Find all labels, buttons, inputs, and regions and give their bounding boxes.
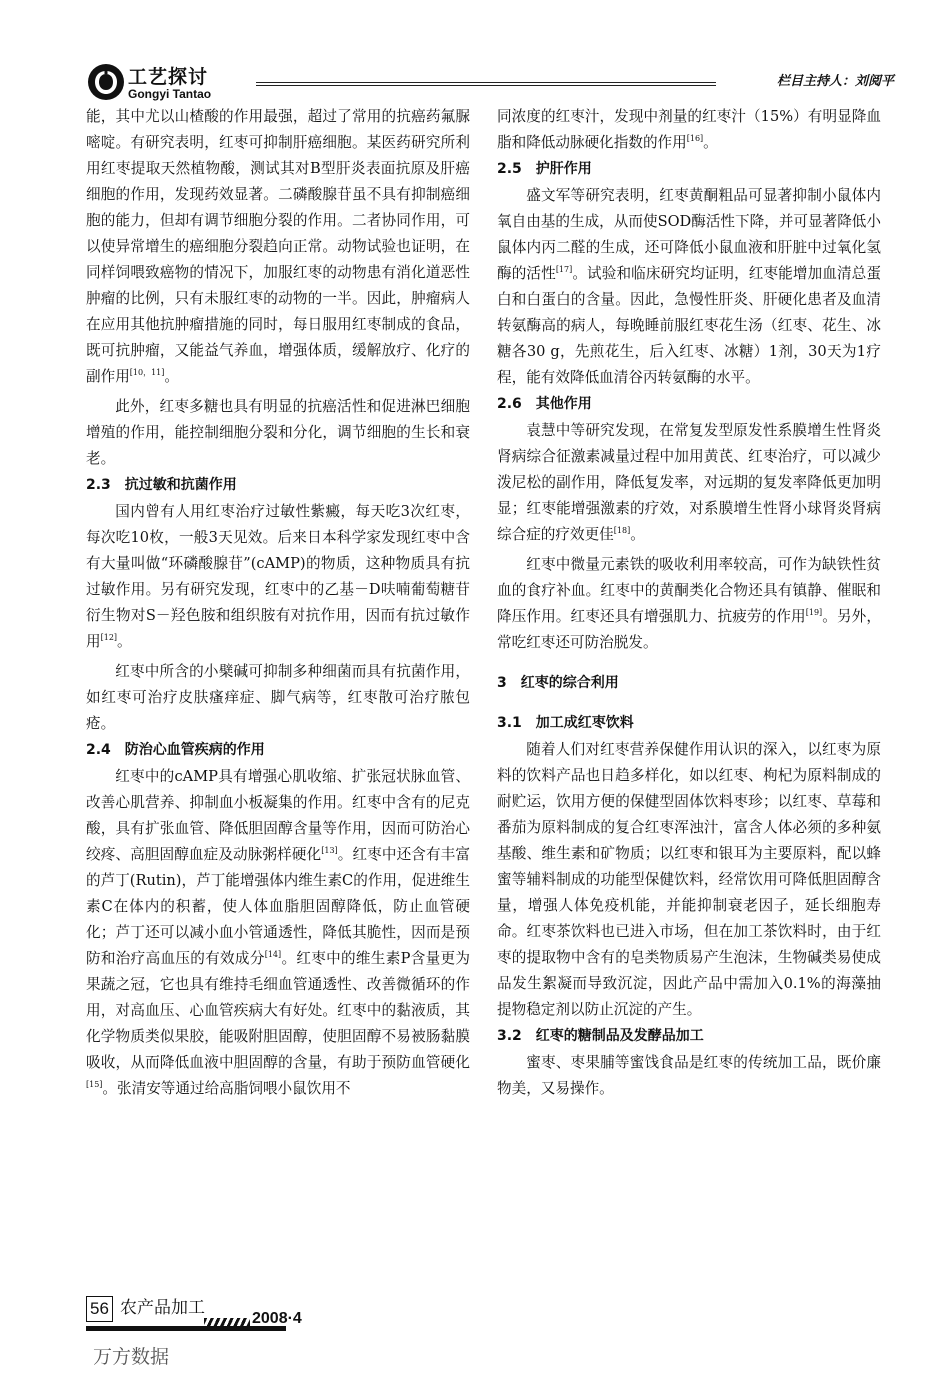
section-heading: 2.3 抗过敏和抗菌作用	[86, 477, 237, 493]
paragraph-text: 能，其中尤以山楂酸的作用最强，超过了常用的抗癌药氟脲嘧啶。有研究表明，红枣可抑制肝癌细胞。某医药研究所利用红枣提取天然植物酸，测试其对B型肝炎表面抗原及肝癌细胞的作用，发现药效显著。二磷酸腺苷虽不具有抑制癌细胞的能力，但却有调节细胞分裂的作用。二者协同作用，可以使异常增生的癌细胞分裂趋向正常。动物试验也证明，在同样饲喂致癌物的情况下，加服红枣的动物患有消化道恶性肿瘤的比例，只有未服红枣的动物的一半。因此，肿瘤病人在应用其他抗肿瘤措施的同时，每日服用红枣制成的食品，既可抗肿瘤，又能益气养血，增强体质，缓解放疗、化疗的副作用	[86, 108, 470, 385]
column-editor: 栏目主持人：刘阅平	[776, 74, 894, 89]
page-number: 56	[86, 1296, 113, 1322]
paragraph-text: 国内曾有人用红枣治疗过敏性紫癜，每天吃3次红枣，每次吃10枚，一般3天见效。后来日本科学家发现红枣中含有大量叫做“环磷酸腺苷”(cAMP)的物质，这种物质具有抗过敏作用。另有研究发现，红枣中的乙基－D呋喃葡萄糖苷衍生物对S－羟色胺和组织胺有对抗作用，因而有抗过敏作用	[86, 503, 470, 650]
left-column	[86, 104, 470, 1102]
paragraph	[497, 183, 881, 391]
page-header	[86, 60, 894, 106]
paragraph-text: 。红枣中的维生素P含量更为果蔬之冠，它也具有维持毛细血管通透性、改善微循环的作用，对高血压、心血管疾病大有好处。红枣中的黏液质，其化学物质类似果胶，能吸附胆固醇，使胆固醇不易被肠黏膜吸收，从而降低血液中胆固醇的含量，有助于预防血管硬化	[86, 950, 470, 1071]
section-heading: 3.2 红枣的糖制品及发酵品加工	[497, 1028, 704, 1044]
citation: [19]	[805, 608, 823, 618]
section-heading: 3.1 加工成红枣饮料	[497, 715, 634, 731]
citation: [12]	[100, 633, 118, 643]
paragraph-text: 。试验和临床研究均证明，红枣能增加血清总蛋白和白蛋白的含量。因此，急慢性肝炎、肝硬化患者及血清转氨酶高的病人，每晚睡前服红枣花生汤（红枣、花生、冰糖各30 g，先煎花生，后入红枣、冰糖）1剂，30天为1疗程，能有效降低血清谷丙转氨酶的水平。	[497, 265, 881, 386]
page-footer	[86, 1296, 486, 1336]
paragraph-text: 红枣中微量元素铁的吸收利用率较高，可作为缺铁性贫血的食疗补血。红枣中的黄酮类化合物还具有镇静、催眠和降压作用。红枣还具有增强肌力、抗疲劳的作用	[497, 556, 881, 625]
citation: [14]	[264, 950, 282, 960]
right-column	[497, 104, 881, 1102]
journal-logo-icon	[86, 62, 126, 102]
paragraph-text: 同浓度的红枣汁，发现中剂量的红枣汁（15%）有明显降血脂和降低动脉硬化指数的作用	[497, 108, 881, 151]
paragraph-text: 盛文军等研究表明，红枣黄酮粗品可显著抑制小鼠体内氧自由基的生成，从而使SOD酶活性下降，并可显著降低小鼠体内丙二醛的生成，还可降低小鼠血液和肝脏中过氧化氢酶的活性	[497, 187, 881, 282]
paragraph: 能，其中尤以山楂酸的作用最强，超过了常用的抗癌药氟脲嘧啶。有研究表明，红枣可抑制肝癌细胞。某医药研究所利用红枣提取天然植物酸，测试其对B型肝炎表面抗原及肝癌细胞的作用，发现药效显著。二磷酸腺苷虽不具有抑制癌细胞的能力，但却有调节细胞分裂的作用。二者协同作用，可以使异常增生的癌细胞分裂趋向正常。动物试验也证明，在同样饲喂致癌物的情况下，加服红枣的动物患有消化道恶性肿瘤的比例，只有未服红枣的动物的一半。因此，肿瘤病人在应用其他抗肿瘤措施的同时，每日服用红枣制成的食品，既可抗肿瘤，又能益气养血，增强体质，缓解放疗、化疗的副作用[10，11]。	[86, 108, 470, 385]
paragraph	[497, 552, 881, 656]
paragraph: 红枣中所含的小檗碱可抑制多种细菌而具有抗菌作用，如红枣可治疗皮肤瘙痒症、脚气病等，红枣散可治疗脓包疮。	[86, 663, 470, 732]
header-divider	[256, 85, 716, 86]
header-divider	[256, 82, 716, 83]
paragraph: 此外，红枣多糖也具有明显的抗癌活性和促进淋巴细胞增殖的作用，能控制细胞分裂和分化，调节细胞的生长和衰老。	[86, 398, 470, 467]
paragraph: 袁慧中等研究发现，在常复发型原发性系膜增生性肾炎肾病综合征激素减量过程中加用黄芪、红枣治疗，可以减少泼尼松的副作用，降低复发率，对远期的复发率降低更加明显；红枣能增强激素的疗效，对系膜增生性肾小球肾炎肾病综合症的疗效更佳[18]。	[497, 422, 881, 543]
paragraph: 随着人们对红枣营养保健作用认识的深入，以红枣为原料的饮料产品也日趋多样化，如以红枣、枸杞为原料制成的耐贮运，饮用方便的保健型固体饮料枣珍；以红枣、草莓和番茄为原料制成的复合红枣浑浊汁，富含人体必须的多种氨基酸、维生素和矿物质；以红枣和银耳为主要原料，配以蜂蜜等辅料制成的功能型保健饮料，经常饮用可降低胆固醇含量，增强人体免疫机能，并能抑制衰老因子，延长细胞寿命。红枣茶饮料也已进入市场，但在加工茶饮料时，由于红枣的提取物中含有的皂类物质易产生泡沫，生物碱类易使成品发生絮凝而导致沉淀，因此产品中需加入0.1%的海藻抽提物稳定剂以防止沉淀的产生。	[497, 741, 881, 1018]
paragraph-text: 。另外，常吃红枣还可防治脱发。	[497, 608, 881, 651]
paragraph-text: 红枣中的cAMP具有增强心肌收缩、扩张冠状脉血管、改善心肌营养、抑制血小板凝集的作用。红枣中含有的尼克酸，具有扩张血管、降低胆固醇含量等作用，因而可防治心绞疼、高胆固醇血症及动脉粥样硬化	[86, 768, 470, 863]
citation: [16]	[686, 134, 704, 144]
paragraph	[86, 764, 470, 1102]
column-name: 工艺探讨	[128, 66, 209, 88]
citation: [10，11]	[129, 368, 165, 378]
citation: [15]	[86, 1080, 103, 1090]
section-heading: 2.5 护肝作用	[497, 161, 592, 177]
watermark: 万方数据	[93, 1346, 170, 1368]
citation: [18]	[613, 526, 631, 536]
section-heading: 2.6 其他作用	[497, 396, 592, 412]
paragraph-text: 袁慧中等研究发现，在常复发型原发性系膜增生性肾炎肾病综合征激素减量过程中加用黄芪、红枣治疗，可以减少泼尼松的副作用，降低复发率，对远期的复发率降低更加明显；红枣能增强激素的疗效，对系膜增生性肾小球肾炎肾病综合症的疗效更佳	[497, 422, 881, 543]
paragraph: 国内曾有人用红枣治疗过敏性紫癜，每天吃3次红枣，每次吃10枚，一般3天见效。后来日本科学家发现红枣中含有大量叫做“环磷酸腺苷”(cAMP)的物质，这种物质具有抗过敏作用。另有研究发现，红枣中的乙基－D呋喃葡萄糖苷衍生物对S－羟色胺和组织胺有对抗作用，因而有抗过敏作用[12]。	[86, 503, 470, 650]
section-heading: 2.4 防治心血管疾病的作用	[86, 742, 265, 758]
paragraph-text: 。张清安等通过给高脂饲喂小鼠饮用不	[102, 1080, 351, 1097]
issue-number: 2008·4	[252, 1310, 302, 1327]
footer-hatch-decoration	[204, 1318, 250, 1330]
paragraph: 同浓度的红枣汁，发现中剂量的红枣汁（15%）有明显降血脂和降低动脉硬化指数的作用[16]。	[497, 108, 881, 151]
citation: [17]	[555, 265, 573, 275]
journal-name: 农产品加工	[120, 1298, 205, 1318]
paragraph: 蜜枣、枣果脯等蜜饯食品是红枣的传统加工品，既价廉物美，又易操作。	[497, 1054, 881, 1097]
chapter-heading: 3 红枣的综合利用	[497, 675, 619, 691]
paragraph-text: 。红枣中还含有丰富的芦丁(Rutin)，芦丁能增强体内维生素C的作用，促进维生素C在体内的积蓄，使人体血脂胆固醇降低，防止血管硬化；芦丁还可以减小血小管通透性，降低其脆性，因而是预防和治疗高血压的有效成分	[86, 846, 470, 967]
column-pinyin: Gongyi Tantao	[128, 87, 212, 101]
citation: [13]	[321, 846, 338, 856]
